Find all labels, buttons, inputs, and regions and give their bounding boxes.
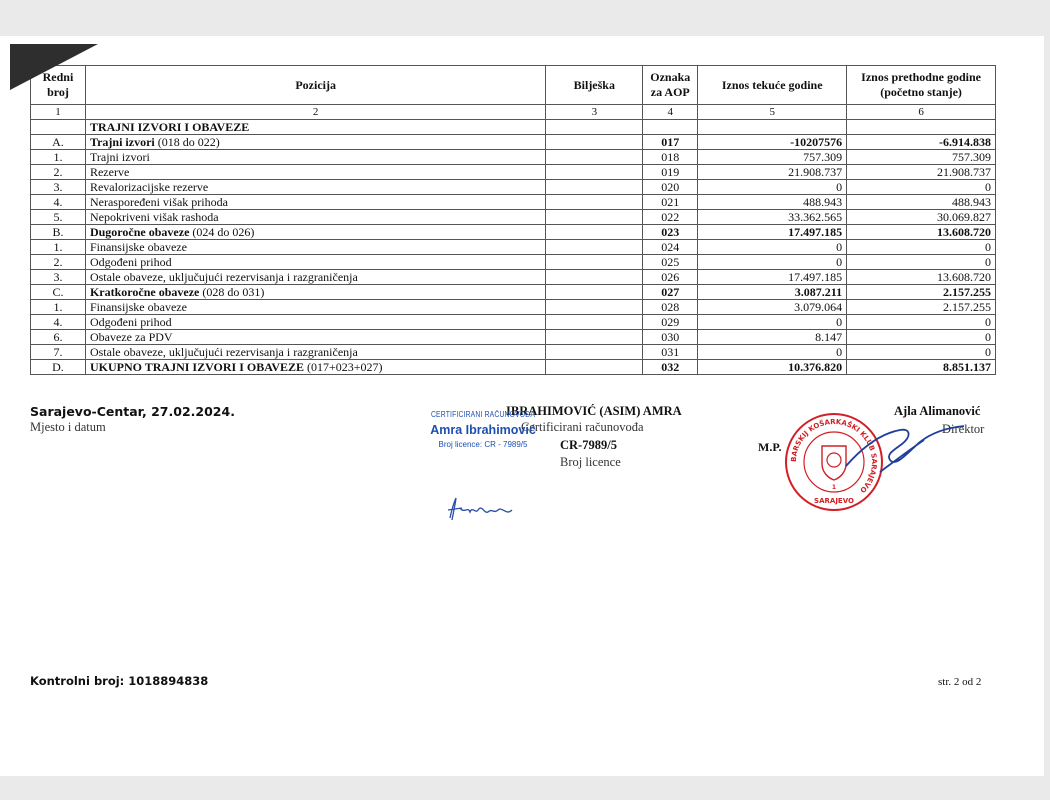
row-previous-amount: 2.157.255 — [847, 285, 996, 300]
page-indicator: str. 2 od 2 — [938, 676, 982, 688]
row-label-range: (024 do 026) — [189, 225, 255, 239]
row-aop: 018 — [643, 150, 698, 165]
section-title-row — [31, 120, 996, 135]
row-current-amount: 33.362.565 — [698, 210, 847, 225]
place-date-label: Mjesto i datum — [30, 420, 106, 434]
row-position — [85, 255, 545, 270]
row-previous-amount: 0 — [847, 330, 996, 345]
row-label: Kratkoročne obaveze — [89, 285, 200, 299]
column-number: 3 — [546, 105, 643, 120]
row-number: 1. — [31, 150, 86, 165]
license-label: Broj licence — [560, 455, 621, 469]
balance-table — [30, 65, 996, 375]
table-row — [31, 135, 996, 150]
row-position — [85, 240, 545, 255]
row-current-amount: 17.497.185 — [698, 270, 847, 285]
row-label: Neraspoređeni višak prihoda — [89, 195, 228, 209]
row-aop: 023 — [643, 225, 698, 240]
row-note — [546, 285, 643, 300]
row-position — [85, 150, 545, 165]
row-label-range: (018 do 022) — [154, 135, 220, 149]
row-aop: 025 — [643, 255, 698, 270]
table-row — [31, 150, 996, 165]
stamp-line1: CERTIFICIRANI RAČUNOVOĐA — [430, 410, 536, 419]
license-number: CR-7989/5 — [560, 438, 617, 452]
row-previous-amount: 488.943 — [847, 195, 996, 210]
row-current-amount: 488.943 — [698, 195, 847, 210]
row-aop: 029 — [643, 315, 698, 330]
row-number: C. — [31, 285, 86, 300]
row-current-amount: 8.147 — [698, 330, 847, 345]
row-previous-amount: 8.851.137 — [847, 360, 996, 375]
table-header-row — [31, 66, 996, 105]
row-label: Revalorizacijske rezerve — [89, 180, 209, 194]
column-number: 2 — [85, 105, 545, 120]
table-row — [31, 315, 996, 330]
table-row — [31, 210, 996, 225]
column-number: 6 — [847, 105, 996, 120]
row-number: 2. — [31, 255, 86, 270]
row-previous-amount: 30.069.827 — [847, 210, 996, 225]
row-label: Obaveze za PDV — [89, 330, 173, 344]
seal-ring-text: BARSKIJ KOŠARKAŠKI KLUB SARAJEVO — [789, 417, 879, 495]
row-note — [546, 360, 643, 375]
table-row — [31, 195, 996, 210]
document-page — [0, 36, 1044, 776]
director-label: Direktor — [942, 422, 985, 436]
row-label: Dugoročne obaveze — [89, 225, 190, 239]
row-label: Rezerve — [89, 165, 130, 179]
row-label: Odgođeni prihod — [89, 255, 172, 269]
row-current-amount: 17.497.185 — [698, 225, 847, 240]
table-row — [31, 180, 996, 195]
row-current-amount: 757.309 — [698, 150, 847, 165]
row-note — [546, 195, 643, 210]
row-label: Trajni izvori — [89, 150, 150, 164]
row-current-amount: 0 — [698, 240, 847, 255]
row-current-amount: 3.087.211 — [698, 285, 847, 300]
row-number: 1. — [31, 240, 86, 255]
section-title: TRAJNI IZVORI I OBAVEZE — [85, 120, 545, 135]
director-signature — [840, 420, 970, 476]
row-number: 5. — [31, 210, 86, 225]
column-number-row — [31, 105, 996, 120]
row-number: 3. — [31, 180, 86, 195]
row-position — [85, 315, 545, 330]
row-note — [546, 240, 643, 255]
row-current-amount: 3.079.064 — [698, 300, 847, 315]
header-biljeska: Bilješka — [546, 66, 643, 105]
row-number: 3. — [31, 270, 86, 285]
header-oznaka-aop: Oznaka za AOP — [643, 66, 698, 105]
row-number: D. — [31, 360, 86, 375]
row-aop: 017 — [643, 135, 698, 150]
row-current-amount: 0 — [698, 315, 847, 330]
row-aop: 019 — [643, 165, 698, 180]
row-label-range: (028 do 031) — [199, 285, 265, 299]
row-current-amount: 0 — [698, 255, 847, 270]
row-aop: 020 — [643, 180, 698, 195]
row-label: Finansijske obaveze — [89, 240, 187, 254]
table-row — [31, 330, 996, 345]
row-previous-amount: 0 — [847, 240, 996, 255]
row-number: 6. — [31, 330, 86, 345]
control-number: Kontrolni broj: 1018894838 — [30, 674, 209, 688]
header-pozicija: Pozicija — [85, 66, 545, 105]
table-row — [31, 165, 996, 180]
row-position — [85, 180, 545, 195]
row-previous-amount: 2.157.255 — [847, 300, 996, 315]
row-number: 4. — [31, 195, 86, 210]
row-current-amount: 0 — [698, 180, 847, 195]
row-aop: 022 — [643, 210, 698, 225]
page-corner-fold — [10, 44, 98, 90]
row-label: Odgođeni prihod — [89, 315, 172, 329]
row-aop: 031 — [643, 345, 698, 360]
accountant-stamp — [417, 410, 549, 449]
row-aop: 024 — [643, 240, 698, 255]
row-number: 7. — [31, 345, 86, 360]
row-number: B. — [31, 225, 86, 240]
row-aop: 027 — [643, 285, 698, 300]
row-note — [546, 225, 643, 240]
row-previous-amount: 757.309 — [847, 150, 996, 165]
accountant-title: Certificirani računovođa — [521, 420, 644, 434]
table-row — [31, 300, 996, 315]
row-previous-amount: 0 — [847, 180, 996, 195]
stamp-line2: Amra Ibrahimović — [430, 423, 536, 437]
row-previous-amount: 0 — [847, 255, 996, 270]
table-row — [31, 255, 996, 270]
row-previous-amount: -6.914.838 — [847, 135, 996, 150]
row-position — [85, 360, 545, 375]
row-current-amount: -10207576 — [698, 135, 847, 150]
row-note — [546, 150, 643, 165]
row-note — [546, 180, 643, 195]
row-note — [546, 165, 643, 180]
table-row — [31, 345, 996, 360]
header-redni-broj: Redni broj — [31, 66, 86, 105]
row-label: Nepokriveni višak rashoda — [89, 210, 219, 224]
row-position — [85, 165, 545, 180]
row-current-amount: 0 — [698, 345, 847, 360]
place-date: Sarajevo-Centar, 27.02.2024. — [30, 404, 235, 419]
row-position — [85, 135, 545, 150]
row-position — [85, 225, 545, 240]
row-note — [546, 300, 643, 315]
accountant-name: IBRAHIMOVIĆ (ASIM) AMRA — [506, 404, 682, 418]
seal-ball-icon — [827, 453, 841, 467]
header-iznos-tekuce: Iznos tekuće godine — [698, 66, 847, 105]
row-previous-amount: 21.908.737 — [847, 165, 996, 180]
table-row — [31, 270, 996, 285]
row-position — [85, 300, 545, 315]
row-previous-amount: 0 — [847, 315, 996, 330]
row-label: UKUPNO TRAJNI IZVORI I OBAVEZE — [89, 360, 304, 374]
row-number: 2. — [31, 165, 86, 180]
row-current-amount: 21.908.737 — [698, 165, 847, 180]
table-row — [31, 240, 996, 255]
seal-center-text: 1 — [831, 484, 837, 491]
row-position — [85, 270, 545, 285]
row-position — [85, 330, 545, 345]
row-aop: 021 — [643, 195, 698, 210]
row-label-range: (017+023+027) — [304, 360, 383, 374]
row-previous-amount: 13.608.720 — [847, 270, 996, 285]
row-note — [546, 255, 643, 270]
row-note — [546, 315, 643, 330]
column-number: 4 — [643, 105, 698, 120]
row-label: Finansijske obaveze — [89, 300, 187, 314]
row-note — [546, 345, 643, 360]
row-aop: 030 — [643, 330, 698, 345]
mp-label: M.P. — [758, 440, 782, 454]
stamp-line3: Broj licence: CR - 7989/5 — [438, 440, 528, 449]
row-current-amount: 10.376.820 — [698, 360, 847, 375]
row-number: 4. — [31, 315, 86, 330]
row-previous-amount: 13.608.720 — [847, 225, 996, 240]
row-number: A. — [31, 135, 86, 150]
column-number: 5 — [698, 105, 847, 120]
row-label: Trajni izvori — [89, 135, 155, 149]
row-number: 1. — [31, 300, 86, 315]
row-note — [546, 135, 643, 150]
accountant-signature — [446, 496, 518, 522]
row-aop: 026 — [643, 270, 698, 285]
row-position — [85, 345, 545, 360]
header-iznos-prethodne: Iznos prethodne godine (početno stanje) — [847, 66, 996, 105]
row-aop: 032 — [643, 360, 698, 375]
director-name: Ajla Alimanović — [894, 404, 981, 418]
row-position — [85, 210, 545, 225]
table-row — [31, 360, 996, 375]
table-row — [31, 285, 996, 300]
row-label: Ostale obaveze, uključujući rezervisanja i razgraničenja — [89, 345, 358, 359]
column-number: 1 — [31, 105, 86, 120]
row-note — [546, 330, 643, 345]
seal-bottom-text: SARAJEVO — [814, 497, 854, 505]
row-position — [85, 285, 545, 300]
row-position — [85, 195, 545, 210]
row-previous-amount: 0 — [847, 345, 996, 360]
row-note — [546, 270, 643, 285]
row-aop: 028 — [643, 300, 698, 315]
row-label: Ostale obaveze, uključujući rezervisanja i razgraničenja — [89, 270, 358, 284]
row-note — [546, 210, 643, 225]
table-row — [31, 225, 996, 240]
